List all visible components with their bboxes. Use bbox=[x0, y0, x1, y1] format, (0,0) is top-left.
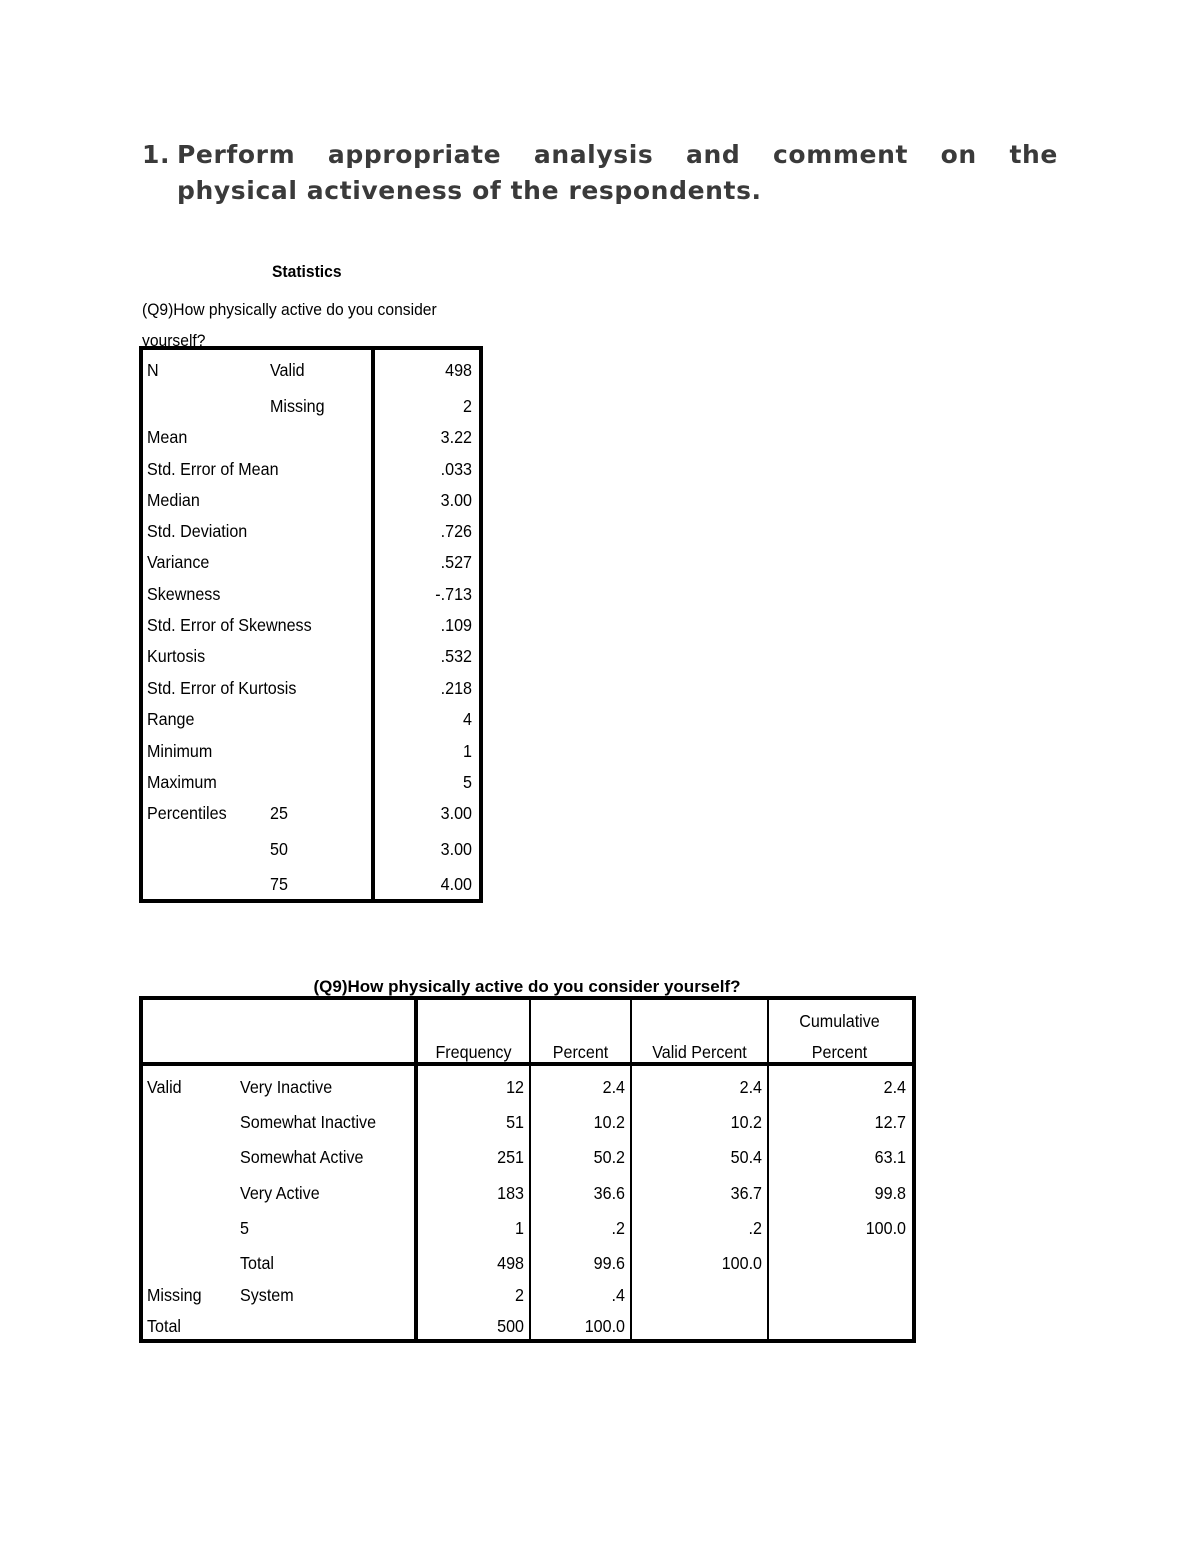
header-frequency: Frequency bbox=[435, 1042, 512, 1062]
frequency-column-divider bbox=[630, 996, 632, 1343]
header-percent: Percent bbox=[552, 1042, 609, 1062]
stat-label: Std. Error of Mean bbox=[147, 459, 279, 479]
stat-sublabel: Valid bbox=[270, 360, 305, 380]
statistics-column-divider bbox=[371, 346, 375, 903]
stat-value: .109 bbox=[440, 615, 472, 635]
stat-label: Range bbox=[147, 709, 195, 729]
freq-frequency: 12 bbox=[506, 1077, 524, 1097]
freq-cumulative-percent: 63.1 bbox=[874, 1147, 906, 1167]
freq-cumulative-percent: 12.7 bbox=[874, 1112, 906, 1132]
stat-value: 498 bbox=[445, 360, 472, 380]
freq-valid-percent: 10.2 bbox=[730, 1112, 762, 1132]
stat-value: .218 bbox=[440, 678, 472, 698]
freq-valid-percent: 36.7 bbox=[730, 1183, 762, 1203]
frequency-column-divider bbox=[767, 996, 769, 1343]
stat-value: 3.00 bbox=[440, 490, 472, 510]
stat-value: -.713 bbox=[435, 584, 472, 604]
stat-value: 4.00 bbox=[440, 874, 472, 894]
freq-frequency: 498 bbox=[497, 1253, 524, 1273]
stat-label: N bbox=[147, 360, 159, 380]
stat-value: .527 bbox=[440, 552, 472, 572]
freq-percent: 100.0 bbox=[584, 1316, 625, 1336]
question-line-2: physical activeness of the respondents. bbox=[177, 176, 762, 205]
header-cumulative-percent: Percent bbox=[811, 1042, 868, 1062]
freq-percent: 99.6 bbox=[593, 1253, 625, 1273]
stat-value: 1 bbox=[463, 741, 472, 761]
frequency-column-divider bbox=[414, 996, 418, 1343]
freq-cumulative-percent: 100.0 bbox=[865, 1218, 906, 1238]
question-number: 1. bbox=[142, 140, 171, 169]
freq-percent: 2.4 bbox=[602, 1077, 625, 1097]
freq-percent: 50.2 bbox=[593, 1147, 625, 1167]
stat-sublabel: Missing bbox=[270, 396, 325, 416]
question-word: Perform bbox=[177, 140, 296, 169]
freq-frequency: 51 bbox=[506, 1112, 524, 1132]
question-word: the bbox=[1009, 140, 1058, 169]
stat-label: Std. Error of Kurtosis bbox=[147, 678, 297, 698]
stat-label: Median bbox=[147, 490, 200, 510]
freq-category: Total bbox=[240, 1253, 275, 1273]
freq-frequency: 1 bbox=[515, 1218, 524, 1238]
question-word: appropriate bbox=[327, 140, 502, 169]
stat-label: Std. Deviation bbox=[147, 521, 248, 541]
freq-percent: .2 bbox=[611, 1218, 625, 1238]
stat-value: 2 bbox=[463, 396, 472, 416]
stat-value: 3.00 bbox=[440, 839, 472, 859]
stat-label: Percentiles bbox=[147, 803, 227, 823]
freq-cumulative-percent: 2.4 bbox=[883, 1077, 906, 1097]
header-cumulative: Cumulative bbox=[799, 1011, 880, 1031]
freq-group: Missing bbox=[147, 1285, 202, 1305]
statistics-title: Statistics bbox=[272, 262, 342, 281]
stat-value: 5 bbox=[463, 772, 472, 792]
freq-category: Somewhat Active bbox=[240, 1147, 364, 1167]
freq-category: Somewhat Inactive bbox=[240, 1112, 377, 1132]
freq-category: System bbox=[240, 1285, 294, 1305]
freq-group: Total bbox=[147, 1316, 182, 1336]
freq-percent: 36.6 bbox=[593, 1183, 625, 1203]
freq-category: Very Inactive bbox=[240, 1077, 333, 1097]
freq-category: 5 bbox=[240, 1218, 249, 1238]
stat-value: 3.22 bbox=[440, 427, 472, 447]
question-word: comment bbox=[773, 140, 909, 169]
freq-frequency: 183 bbox=[497, 1183, 524, 1203]
question-word: and bbox=[686, 140, 741, 169]
stat-value: .033 bbox=[440, 459, 472, 479]
stat-label: Std. Error of Skewness bbox=[147, 615, 312, 635]
stat-sublabel: 75 bbox=[270, 874, 288, 894]
stat-sublabel: 50 bbox=[270, 839, 288, 859]
question-word: on bbox=[940, 140, 977, 169]
freq-valid-percent: .2 bbox=[748, 1218, 762, 1238]
freq-valid-percent: 100.0 bbox=[721, 1253, 762, 1273]
freq-valid-percent: 50.4 bbox=[730, 1147, 762, 1167]
stat-label: Variance bbox=[147, 552, 210, 572]
stat-sublabel: 25 bbox=[270, 803, 288, 823]
stat-value: 4 bbox=[463, 709, 472, 729]
freq-group: Valid bbox=[147, 1077, 182, 1097]
frequency-title: (Q9)How physically active do you consider yourself? bbox=[313, 977, 741, 996]
question-line-1 bbox=[177, 140, 1058, 169]
stat-value: 3.00 bbox=[440, 803, 472, 823]
stat-value: .532 bbox=[440, 646, 472, 666]
freq-frequency: 2 bbox=[515, 1285, 524, 1305]
stat-label: Minimum bbox=[147, 741, 213, 761]
stat-label: Maximum bbox=[147, 772, 217, 792]
freq-frequency: 500 bbox=[497, 1316, 524, 1336]
question-word: analysis bbox=[533, 140, 654, 169]
freq-frequency: 251 bbox=[497, 1147, 524, 1167]
stat-value: .726 bbox=[440, 521, 472, 541]
freq-valid-percent: 2.4 bbox=[739, 1077, 762, 1097]
freq-category: Very Active bbox=[240, 1183, 320, 1203]
header-valid-percent: Valid Percent bbox=[652, 1042, 747, 1062]
freq-percent: 10.2 bbox=[593, 1112, 625, 1132]
freq-cumulative-percent: 99.8 bbox=[874, 1183, 906, 1203]
stat-label: Mean bbox=[147, 427, 188, 447]
statistics-variable-label: (Q9)How physically active do you consider yourself? bbox=[142, 300, 437, 350]
freq-percent: .4 bbox=[611, 1285, 625, 1305]
stat-label: Kurtosis bbox=[147, 646, 206, 666]
frequency-column-divider bbox=[529, 996, 531, 1343]
stat-label: Skewness bbox=[147, 584, 221, 604]
